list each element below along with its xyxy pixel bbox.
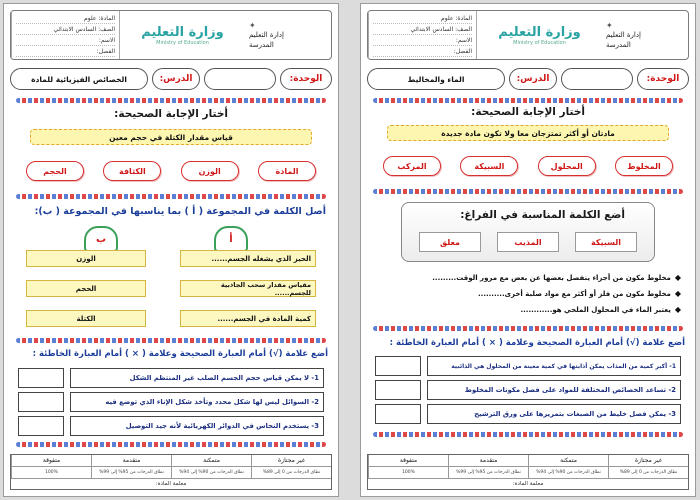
match-a-2: مقياس مقدار سحب الجاذبية للجسم......: [180, 280, 316, 297]
field-class: الفصل:: [16, 46, 115, 57]
student-fields: [11, 11, 119, 59]
match-title: أصل الكلمة في المجموعة ( أ ) بما يناسبها في المجموعة ( ب):: [34, 206, 326, 217]
choose-title: أختار الإجابة الصحيحة:: [114, 108, 228, 120]
tf-answer-1[interactable]: [375, 356, 421, 376]
unit-label: الوحدة:: [280, 68, 332, 90]
field-class: الفصل:: [373, 46, 472, 57]
tf-answer-1[interactable]: [18, 368, 64, 388]
tf-answer-3[interactable]: [18, 416, 64, 436]
admin-block: [245, 11, 331, 59]
range-2: نطاق الدرجات من 90% إلى 94%: [171, 467, 251, 478]
choose-question: قياس مقدار الكتلة في حجم معين: [30, 129, 312, 145]
group-b-header: ب: [84, 226, 118, 252]
admin-block: [602, 11, 688, 59]
bullet-icon: ◆: [674, 273, 681, 282]
choose-options: [26, 161, 316, 181]
bullet-icon: ◆: [674, 305, 681, 314]
unit-lesson-row: [367, 66, 689, 92]
option-mixture[interactable]: المخلوط: [615, 156, 673, 176]
divider: [373, 326, 683, 331]
option-density[interactable]: الكثافة: [103, 161, 161, 181]
field-grade: الصف: السادس الابتدائي: [16, 24, 115, 35]
tf-title: أضع علامة (√) أمام العبارة الصحيحة وعلامة ( × ) أمام العبارة الخاطئة :: [32, 349, 328, 359]
level-advanced: متقدمة: [448, 455, 528, 466]
match-b-3: الكتلة: [26, 310, 146, 327]
choose-title: أختار الإجابة الصحيحة:: [471, 106, 585, 118]
logo-subtitle: Ministry of Education: [156, 39, 209, 46]
admin-line-1: إدارة التعليم: [249, 30, 284, 39]
tf-answer-3[interactable]: [375, 404, 421, 424]
choose-options: [383, 156, 673, 176]
tf-row-2: [18, 392, 324, 412]
level-excellent: متفوقة: [11, 455, 91, 466]
divider: [373, 432, 683, 437]
admin-line-2: المدرسة: [606, 40, 631, 49]
grading-footer: [10, 454, 332, 490]
range-1: نطاق الدرجات من 0 إلى 89%: [608, 467, 688, 478]
worksheet-physical-properties: [3, 3, 339, 497]
field-name: الاسم:: [16, 35, 115, 46]
tf-row-3: [375, 404, 681, 424]
tf-statement-1: 1- أكبر كمية من المذاب يمكن أذابتها في كمية معينة من المحلول هي الذائبية: [427, 356, 681, 376]
fill-text-3: يعتبر الماء في المحلول الملحي هو............: [520, 305, 671, 314]
fill-item-3: [383, 304, 681, 315]
tf-row-1: [375, 356, 681, 376]
choose-question: مادتان أو أكثر تمتزجان معا ولا تكون مادة جديدة: [387, 125, 669, 141]
ministry-logo: [119, 11, 245, 59]
range-4: 100%: [368, 467, 448, 478]
grade-levels: [11, 455, 331, 467]
divider: [16, 338, 326, 343]
logo-text: وزارة التعليم: [498, 24, 581, 40]
sheet-header: [367, 10, 689, 60]
level-excellent: متفوقة: [368, 455, 448, 466]
lesson-label: الدرس:: [152, 68, 200, 90]
fill-title: أضع الكلمة المناسبة في الفراغ:: [460, 209, 625, 221]
field-subject: المادة: علوم: [16, 13, 115, 24]
tf-statement-1: 1- لا يمكن قياس حجم الجسم الصلب غير المنتظم الشكل: [70, 368, 324, 388]
field-grade: الصف: السادس الابتدائي: [373, 24, 472, 35]
lesson-label: الدرس:: [509, 68, 557, 90]
match-b-1: الوزن: [26, 250, 146, 267]
field-name: الاسم:: [373, 35, 472, 46]
level-proficient: متمكنة: [171, 455, 251, 466]
tf-row-1: [18, 368, 324, 388]
level-not-passed: غير مجتازة: [608, 455, 688, 466]
grade-ranges: [368, 467, 688, 479]
group-a-header: أ: [214, 226, 248, 252]
lesson-name: الخصائص الفيزيائية للمادة: [10, 68, 148, 90]
tf-statement-2: 2- تساعد الخصائص المختلفة للمواد على فصل مكونات المخلوط: [427, 380, 681, 400]
ministry-logo: [476, 11, 602, 59]
option-matter[interactable]: المادة: [258, 161, 316, 181]
option-solution[interactable]: المحلول: [538, 156, 596, 176]
level-advanced: متقدمة: [91, 455, 171, 466]
teacher-signature: معلمة المادة:: [512, 481, 544, 487]
lesson-name: الماء والمخاليط: [367, 68, 505, 90]
divider: [16, 442, 326, 447]
tf-row-2: [375, 380, 681, 400]
option-alloy[interactable]: السبيكة: [460, 156, 518, 176]
divider: [16, 194, 326, 199]
tf-statement-3: 3- يمكن فصل خليط من الصبغات بتمريرها على ورق الترشيح: [427, 404, 681, 424]
logo-subtitle: Ministry of Education: [513, 39, 566, 46]
fill-option-suspension[interactable]: معلق: [419, 232, 481, 252]
divider: [373, 189, 683, 194]
range-1: نطاق الدرجات من 0 إلى 89%: [251, 467, 331, 478]
divider: [373, 98, 683, 103]
fill-item-1: [383, 272, 681, 283]
range-3: نطاق الدرجات من 95% إلى 99%: [448, 467, 528, 478]
grading-footer: [367, 454, 689, 490]
fill-option-solvent[interactable]: المذيب: [497, 232, 559, 252]
level-proficient: متمكنة: [528, 455, 608, 466]
grade-levels: [368, 455, 688, 467]
crest-icon: ✦: [249, 20, 256, 30]
unit-value: [204, 68, 276, 90]
unit-label: الوحدة:: [637, 68, 689, 90]
tf-row-3: [18, 416, 324, 436]
tf-statement-3: 3- يستخدم النحاس في الدوائر الكهربائية لأنه جيد التوصيل: [70, 416, 324, 436]
match-a-3: كمية المادة في الجسم......: [180, 310, 316, 327]
tf-title: أضع علامة (√) أمام العبارة الصحيحة وعلامة ( × ) أمام العبارة الخاطئة :: [389, 338, 685, 348]
student-fields: [368, 11, 476, 59]
tf-statement-2: 2- السوائل ليس لها شكل محدد وتأخذ شكل الإناء الذي توضع فيه: [70, 392, 324, 412]
range-2: نطاق الدرجات من 90% إلى 94%: [528, 467, 608, 478]
logo-text: وزارة التعليم: [141, 24, 224, 40]
fill-item-2: [383, 288, 681, 299]
option-volume[interactable]: الحجم: [26, 161, 84, 181]
range-4: 100%: [11, 467, 91, 478]
tf-answer-2[interactable]: [375, 380, 421, 400]
option-weight[interactable]: الوزن: [181, 161, 239, 181]
worksheet-water-mixtures: [360, 3, 696, 497]
crest-icon: ✦: [606, 20, 613, 30]
match-a-1: الحيز الذي يشغله الجسم......: [180, 250, 316, 267]
field-subject: المادة: علوم: [373, 13, 472, 24]
admin-line-2: المدرسة: [249, 40, 274, 49]
fill-text-2: مخلوط مكون من فلز أو أكثر مع مواد صلبة أخرى..........: [478, 289, 671, 298]
match-b-2: الحجم: [26, 280, 146, 297]
sheet-header: [10, 10, 332, 60]
range-3: نطاق الدرجات من 95% إلى 99%: [91, 467, 171, 478]
unit-value: [561, 68, 633, 90]
fill-option-alloy[interactable]: السبيكة: [575, 232, 637, 252]
fill-text-1: مخلوط مكون من أجزاء ينفصل بعضها عن بعض مع مرور الوقت.........: [432, 273, 671, 282]
divider: [16, 98, 326, 103]
grade-ranges: [11, 467, 331, 479]
level-not-passed: غير مجتازة: [251, 455, 331, 466]
option-compound[interactable]: المركب: [383, 156, 441, 176]
tf-answer-2[interactable]: [18, 392, 64, 412]
teacher-signature: معلمة المادة:: [155, 481, 187, 487]
admin-line-1: إدارة التعليم: [606, 30, 641, 39]
bullet-icon: ◆: [674, 289, 681, 298]
unit-lesson-row: [10, 66, 332, 92]
